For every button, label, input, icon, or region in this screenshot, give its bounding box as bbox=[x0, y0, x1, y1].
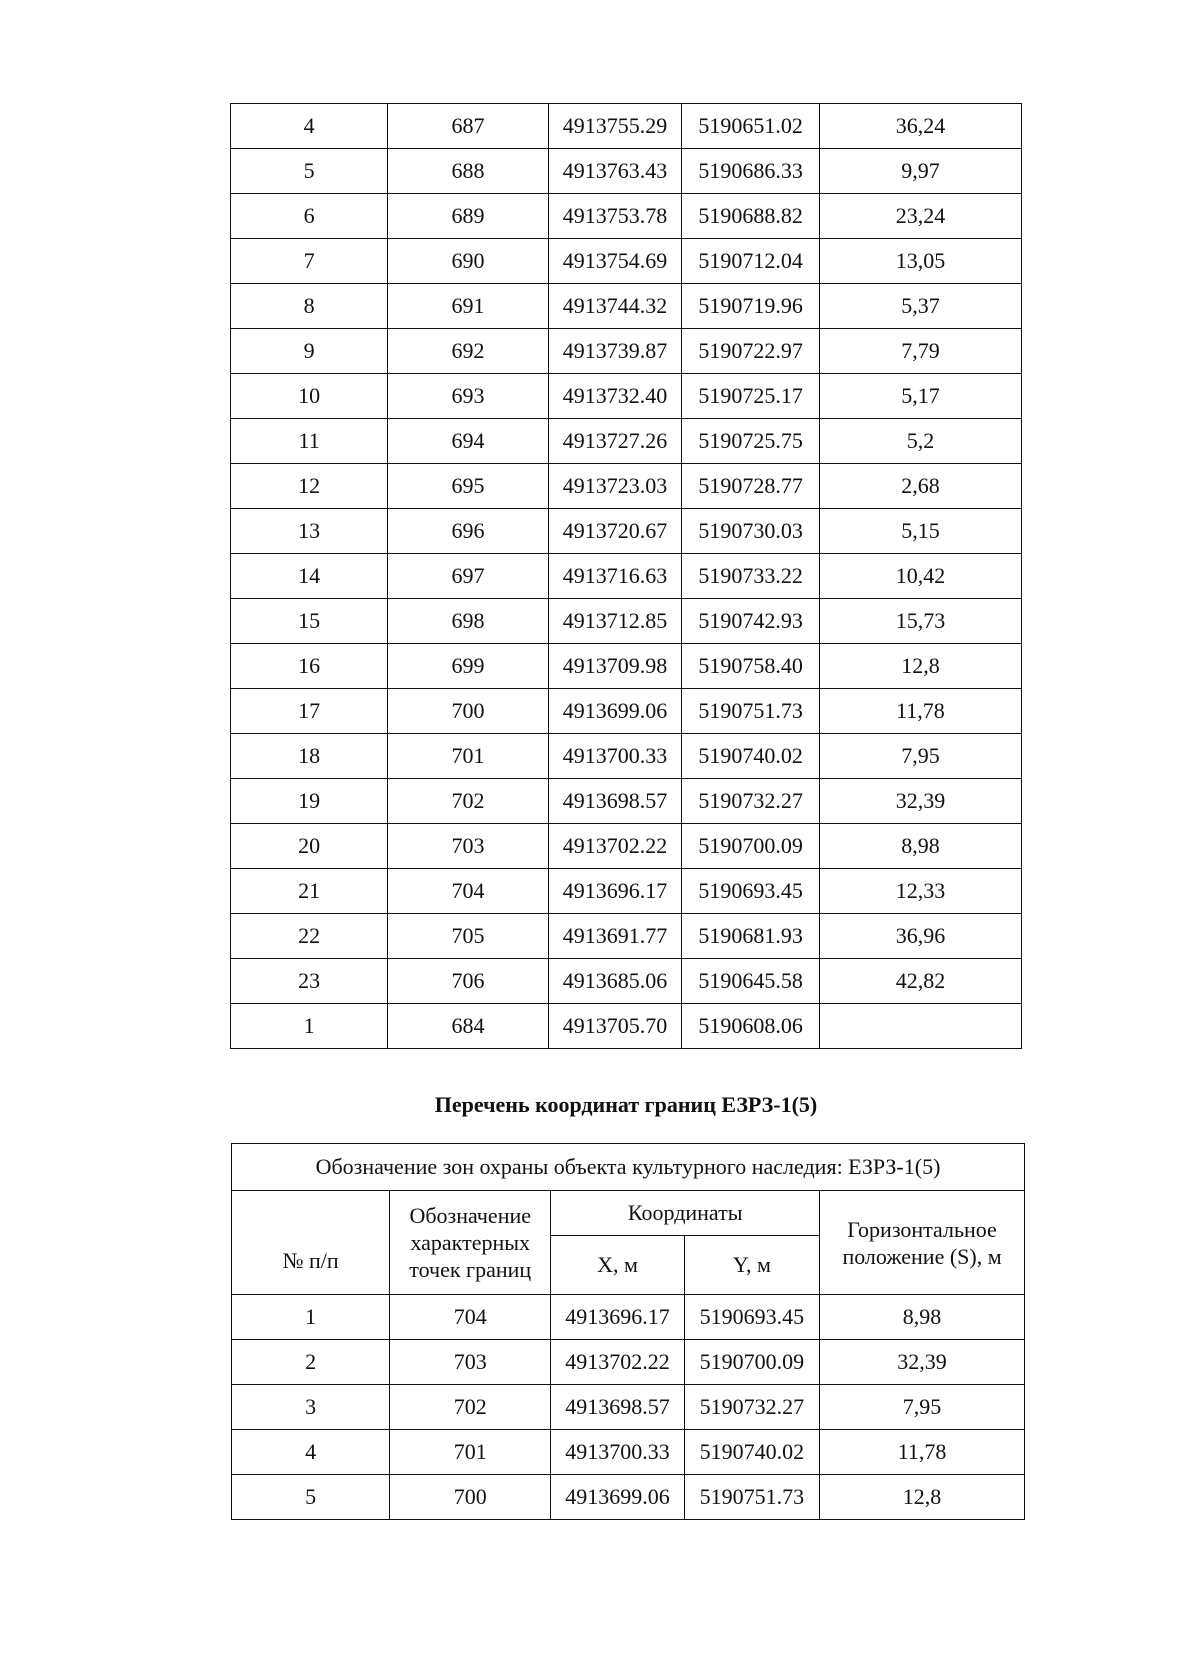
table-row bbox=[231, 1004, 1022, 1049]
table-row bbox=[231, 104, 1022, 149]
table-cell: 695 bbox=[388, 464, 548, 509]
table-cell: 4913685.06 bbox=[548, 959, 682, 1004]
coordinates-table-body bbox=[231, 104, 1022, 1049]
table-cell: 5190688.82 bbox=[682, 194, 820, 239]
table-cell: 12,8 bbox=[819, 644, 1021, 689]
table-cell: 5,17 bbox=[819, 374, 1021, 419]
table-row bbox=[231, 869, 1022, 914]
table-cell: 2,68 bbox=[819, 464, 1021, 509]
table-row bbox=[231, 374, 1022, 419]
table-cell: 11,78 bbox=[820, 1430, 1025, 1475]
table-cell: 5190693.45 bbox=[684, 1295, 819, 1340]
table-cell: 700 bbox=[390, 1475, 551, 1520]
table-cell: 4913702.22 bbox=[551, 1340, 684, 1385]
table-row bbox=[231, 599, 1022, 644]
table-caption-row bbox=[232, 1144, 1025, 1191]
table-cell: 12,33 bbox=[819, 869, 1021, 914]
table-cell: 4913744.32 bbox=[548, 284, 682, 329]
table-row bbox=[231, 554, 1022, 599]
header-y: Y, м bbox=[684, 1236, 819, 1295]
table-cell: 4913716.63 bbox=[548, 554, 682, 599]
table-cell: 4913699.06 bbox=[551, 1475, 684, 1520]
table-cell: 699 bbox=[388, 644, 548, 689]
table-cell: 702 bbox=[390, 1385, 551, 1430]
table-row bbox=[231, 239, 1022, 284]
table-cell: 5190732.27 bbox=[684, 1385, 819, 1430]
table-cell: 8 bbox=[231, 284, 388, 329]
table-cell: 20 bbox=[231, 824, 388, 869]
table-cell: 692 bbox=[388, 329, 548, 374]
table-cell: 4913702.22 bbox=[548, 824, 682, 869]
table-cell: 4913696.17 bbox=[548, 869, 682, 914]
table-row bbox=[232, 1475, 1025, 1520]
ezrz-table-body bbox=[232, 1295, 1025, 1520]
table-row bbox=[232, 1340, 1025, 1385]
table-caption: Обозначение зон охраны объекта культурного наследия: ЕЗРЗ-1(5) bbox=[232, 1144, 1025, 1191]
table-cell: 4913732.40 bbox=[548, 374, 682, 419]
table-cell: 4913700.33 bbox=[551, 1430, 684, 1475]
table-cell: 4913691.77 bbox=[548, 914, 682, 959]
table-row bbox=[231, 509, 1022, 554]
header-coords: Координаты bbox=[551, 1191, 820, 1236]
table-row bbox=[231, 824, 1022, 869]
table-cell: 4 bbox=[232, 1430, 390, 1475]
table-cell: 701 bbox=[388, 734, 548, 779]
table-cell: 704 bbox=[390, 1295, 551, 1340]
table-cell: 22 bbox=[231, 914, 388, 959]
table-cell: 2 bbox=[232, 1340, 390, 1385]
table-cell: 14 bbox=[231, 554, 388, 599]
table-cell: 7,79 bbox=[819, 329, 1021, 374]
table-cell: 5 bbox=[231, 149, 388, 194]
table-row bbox=[231, 464, 1022, 509]
table-cell: 705 bbox=[388, 914, 548, 959]
table-cell: 36,96 bbox=[819, 914, 1021, 959]
table-cell: 18 bbox=[231, 734, 388, 779]
header-num-label: № п/п bbox=[282, 1248, 339, 1273]
coordinates-table-continued bbox=[230, 103, 1022, 1049]
header-points-label: Обозначение характерных точек границ bbox=[409, 1203, 532, 1282]
table-cell: 8,98 bbox=[820, 1295, 1025, 1340]
header-x: X, м bbox=[551, 1236, 684, 1295]
table-cell: 4913753.78 bbox=[548, 194, 682, 239]
table-cell: 5190742.93 bbox=[682, 599, 820, 644]
table-cell: 5190730.03 bbox=[682, 509, 820, 554]
table-cell: 15 bbox=[231, 599, 388, 644]
table-cell: 5190700.09 bbox=[684, 1340, 819, 1385]
header-num bbox=[232, 1191, 390, 1295]
table-cell: 5190740.02 bbox=[684, 1430, 819, 1475]
table-cell: 4913700.33 bbox=[548, 734, 682, 779]
table-cell: 5190651.02 bbox=[682, 104, 820, 149]
table-row bbox=[231, 734, 1022, 779]
table-cell: 5190725.17 bbox=[682, 374, 820, 419]
table-cell: 4913699.06 bbox=[548, 689, 682, 734]
table-cell: 5190732.27 bbox=[682, 779, 820, 824]
table-cell: 702 bbox=[388, 779, 548, 824]
table-cell: 7 bbox=[231, 239, 388, 284]
table-cell: 703 bbox=[388, 824, 548, 869]
table-cell: 4913739.87 bbox=[548, 329, 682, 374]
table-cell: 1 bbox=[232, 1295, 390, 1340]
table-cell: 4913696.17 bbox=[551, 1295, 684, 1340]
table-cell: 5190712.04 bbox=[682, 239, 820, 284]
table-cell: 12 bbox=[231, 464, 388, 509]
table-cell: 703 bbox=[390, 1340, 551, 1385]
table-cell: 5190693.45 bbox=[682, 869, 820, 914]
table-cell bbox=[819, 1004, 1021, 1049]
table-cell: 691 bbox=[388, 284, 548, 329]
table-cell: 706 bbox=[388, 959, 548, 1004]
header-horizontal-label: Горизонтальное положение (S), м bbox=[842, 1216, 1002, 1269]
table-cell: 688 bbox=[388, 149, 548, 194]
table-cell: 5190686.33 bbox=[682, 149, 820, 194]
table-cell: 9,97 bbox=[819, 149, 1021, 194]
ezrz-table-header bbox=[232, 1144, 1025, 1295]
table-row bbox=[232, 1430, 1025, 1475]
table-row bbox=[231, 644, 1022, 689]
table-cell: 5190608.06 bbox=[682, 1004, 820, 1049]
table-cell: 689 bbox=[388, 194, 548, 239]
table-cell: 698 bbox=[388, 599, 548, 644]
table-cell: 5190728.77 bbox=[682, 464, 820, 509]
table-cell: 3 bbox=[232, 1385, 390, 1430]
table-cell: 10 bbox=[231, 374, 388, 419]
table-cell: 694 bbox=[388, 419, 548, 464]
table-cell: 23 bbox=[231, 959, 388, 1004]
table-row bbox=[231, 329, 1022, 374]
table-cell: 32,39 bbox=[820, 1340, 1025, 1385]
ezrz-coordinates-table bbox=[231, 1143, 1025, 1520]
table-cell: 5190733.22 bbox=[682, 554, 820, 599]
table-row bbox=[231, 194, 1022, 239]
table-cell: 4913723.03 bbox=[548, 464, 682, 509]
table-cell: 4913698.57 bbox=[551, 1385, 684, 1430]
table-cell: 5190681.93 bbox=[682, 914, 820, 959]
table-cell: 1 bbox=[231, 1004, 388, 1049]
table-cell: 684 bbox=[388, 1004, 548, 1049]
table-cell: 19 bbox=[231, 779, 388, 824]
table-cell: 4913698.57 bbox=[548, 779, 682, 824]
table-cell: 687 bbox=[388, 104, 548, 149]
table-cell: 690 bbox=[388, 239, 548, 284]
table-cell: 10,42 bbox=[819, 554, 1021, 599]
table-cell: 5190751.73 bbox=[684, 1475, 819, 1520]
table-cell: 32,39 bbox=[819, 779, 1021, 824]
table-cell: 4913705.70 bbox=[548, 1004, 682, 1049]
header-horizontal bbox=[820, 1191, 1025, 1295]
table-cell: 4913755.29 bbox=[548, 104, 682, 149]
table-cell: 5190719.96 bbox=[682, 284, 820, 329]
table-cell: 5 bbox=[232, 1475, 390, 1520]
table-cell: 4913727.26 bbox=[548, 419, 682, 464]
table-cell: 6 bbox=[231, 194, 388, 239]
table-cell: 7,95 bbox=[819, 734, 1021, 779]
table-cell: 4913763.43 bbox=[548, 149, 682, 194]
table-cell: 4913720.67 bbox=[548, 509, 682, 554]
table-row bbox=[231, 914, 1022, 959]
table-cell: 696 bbox=[388, 509, 548, 554]
table-cell: 16 bbox=[231, 644, 388, 689]
table-cell: 17 bbox=[231, 689, 388, 734]
table-cell: 5,37 bbox=[819, 284, 1021, 329]
table-cell: 4 bbox=[231, 104, 388, 149]
table-cell: 5190740.02 bbox=[682, 734, 820, 779]
table-cell: 15,73 bbox=[819, 599, 1021, 644]
table-cell: 5190758.40 bbox=[682, 644, 820, 689]
table-cell: 5190751.73 bbox=[682, 689, 820, 734]
table-cell: 5190700.09 bbox=[682, 824, 820, 869]
table-cell: 23,24 bbox=[819, 194, 1021, 239]
table-cell: 42,82 bbox=[819, 959, 1021, 1004]
table-cell: 5,2 bbox=[819, 419, 1021, 464]
table-cell: 693 bbox=[388, 374, 548, 419]
table-cell: 11 bbox=[231, 419, 388, 464]
table-cell: 5190722.97 bbox=[682, 329, 820, 374]
table-row bbox=[231, 689, 1022, 734]
table-cell: 4913754.69 bbox=[548, 239, 682, 284]
table-row bbox=[231, 419, 1022, 464]
table-cell: 700 bbox=[388, 689, 548, 734]
table-cell: 701 bbox=[390, 1430, 551, 1475]
table-cell: 5190725.75 bbox=[682, 419, 820, 464]
section-title: Перечень координат границ ЕЗРЗ-1(5) bbox=[434, 1092, 818, 1117]
header-points bbox=[390, 1191, 551, 1295]
table-cell: 5,15 bbox=[819, 509, 1021, 554]
table-row bbox=[232, 1295, 1025, 1340]
table-cell: 9 bbox=[231, 329, 388, 374]
table-cell: 13 bbox=[231, 509, 388, 554]
table-cell: 36,24 bbox=[819, 104, 1021, 149]
table-row bbox=[231, 284, 1022, 329]
table-cell: 12,8 bbox=[820, 1475, 1025, 1520]
table-cell: 4913712.85 bbox=[548, 599, 682, 644]
table-cell: 704 bbox=[388, 869, 548, 914]
table-cell: 4913709.98 bbox=[548, 644, 682, 689]
table-cell: 8,98 bbox=[819, 824, 1021, 869]
table-cell: 5190645.58 bbox=[682, 959, 820, 1004]
table-cell: 21 bbox=[231, 869, 388, 914]
table-cell: 697 bbox=[388, 554, 548, 599]
header-row-1 bbox=[232, 1191, 1025, 1236]
table-row bbox=[232, 1385, 1025, 1430]
table-row bbox=[231, 779, 1022, 824]
table-cell: 13,05 bbox=[819, 239, 1021, 284]
table-cell: 11,78 bbox=[819, 689, 1021, 734]
table-cell: 7,95 bbox=[820, 1385, 1025, 1430]
table-row bbox=[231, 149, 1022, 194]
table-row bbox=[231, 959, 1022, 1004]
